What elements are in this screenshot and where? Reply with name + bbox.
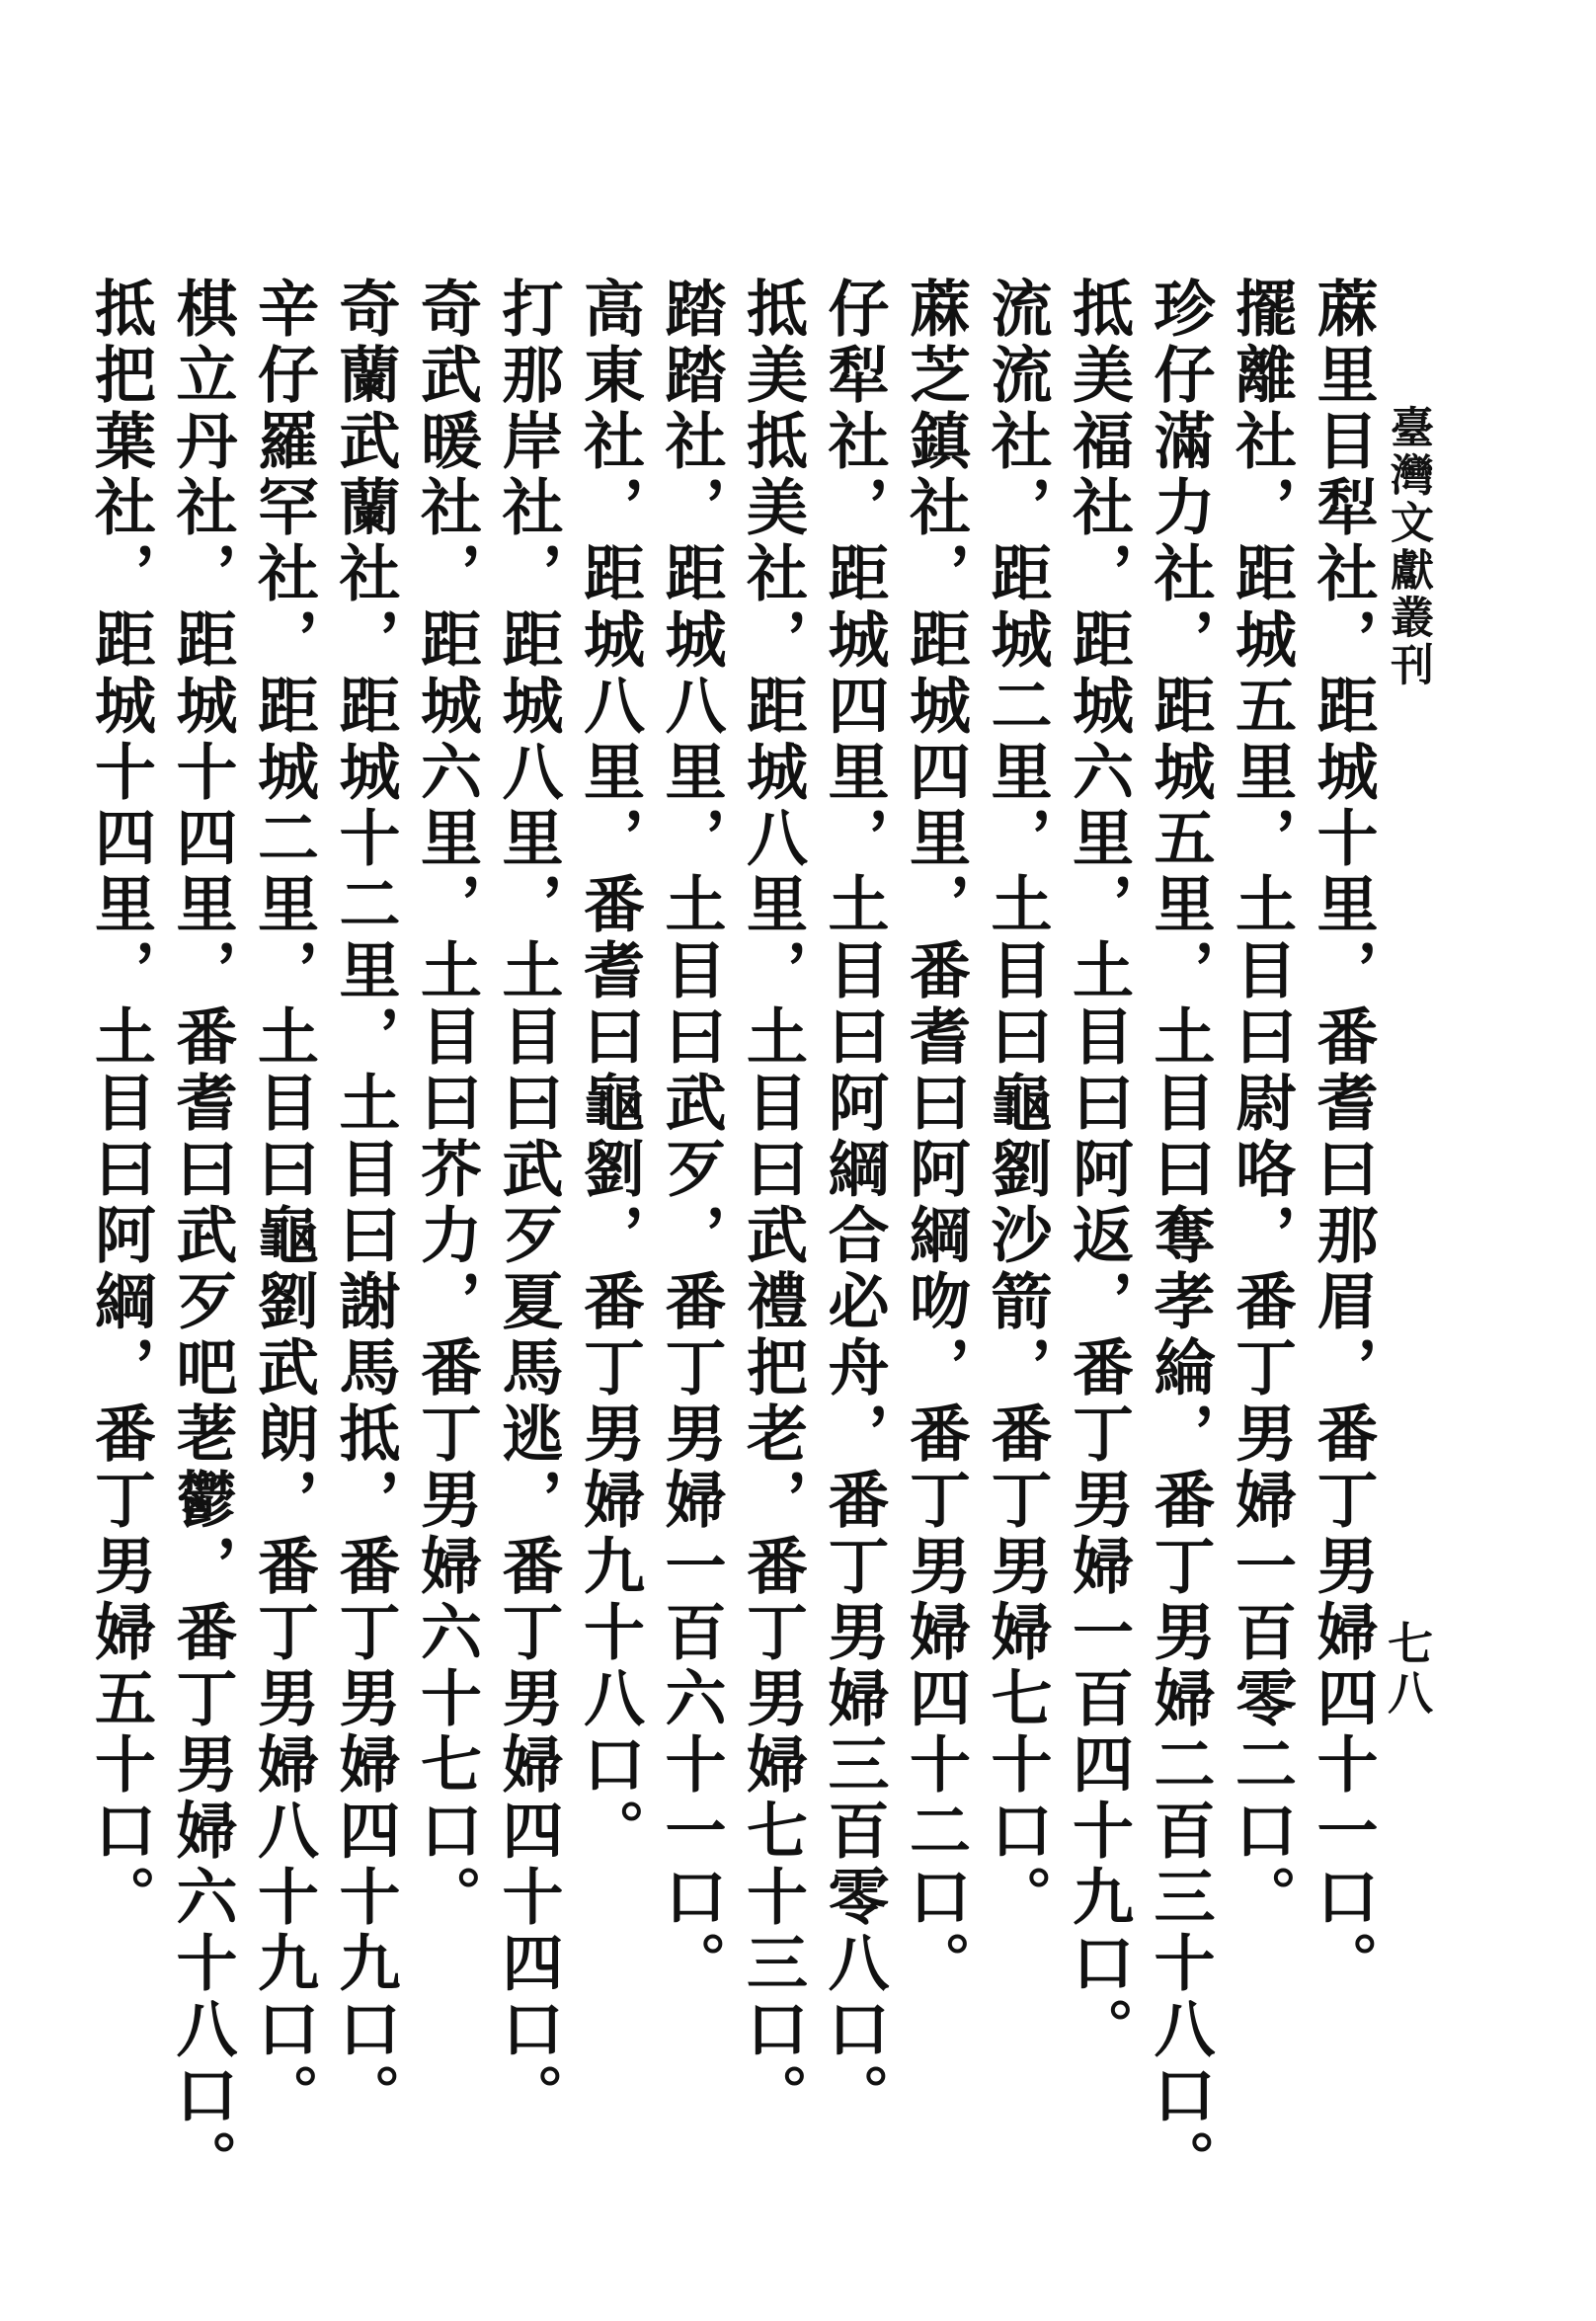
- text-line: 蔴芝鎮社，距城四里，番耆曰阿綱吻，番丁男婦四十二口。: [899, 277, 972, 1997]
- text-line: 高東社，距城八里，番耆曰龜劉，番丁男婦九十八口。: [573, 277, 646, 1865]
- text-line: 擺離社，距城五里，土目曰尉咯，番丁男婦一百零二口。: [1225, 277, 1298, 1931]
- text-line: 流流社，距城二里，土目曰龜劉沙箭，番丁男婦七十口。: [981, 277, 1053, 1931]
- text-line: 蔴里目犁社，距城十里，番耆曰那眉，番丁男婦四十一口。: [1307, 277, 1379, 1997]
- body-text: [84, 277, 1383, 2196]
- text-line: 踏踏社，距城八里，土目曰武歹，番丁男婦一百六十一口。: [655, 277, 727, 1997]
- text-line: 抵美福社，距城六里，土目曰阿返，番丁男婦一百四十九口。: [1062, 277, 1135, 2063]
- text-line: 棋立丹社，距城十四里，番耆曰武歹吧荖鬱，番丁男婦六十八口。: [166, 277, 238, 2196]
- text-line: 仔犁社，距城四里，土目曰阿綱合必舟，番丁男婦三百零八口。: [818, 277, 890, 2129]
- text-line: 抵美抵美社，距城八里，土目曰武禮把老，番丁男婦七十三口。: [736, 277, 809, 2129]
- running-head: 臺灣文獻叢刊: [1383, 405, 1433, 689]
- text-line: 珍仔滿力社，距城五里，土目曰奪孝綸，番丁男婦二百三十八口。: [1144, 277, 1216, 2196]
- page-number: 七八: [1381, 1620, 1434, 1719]
- text-line: 打那岸社，距城八里，土目曰武歹夏馬逃，番丁男婦四十四口。: [492, 277, 564, 2129]
- text-line: 奇蘭武蘭社，距城十二里，土目曰謝馬抵，番丁男婦四十九口。: [329, 277, 401, 2129]
- text-line: 辛仔羅罕社，距城二里，土目曰龜劉武朗，番丁男婦八十九口。: [247, 277, 320, 2129]
- text-line: 抵把葉社，距城十四里，土目曰阿綱，番丁男婦五十口。: [84, 277, 157, 1931]
- text-line: 奇武暖社，距城六里，土目曰芥力，番丁男婦六十七口。: [410, 277, 483, 1931]
